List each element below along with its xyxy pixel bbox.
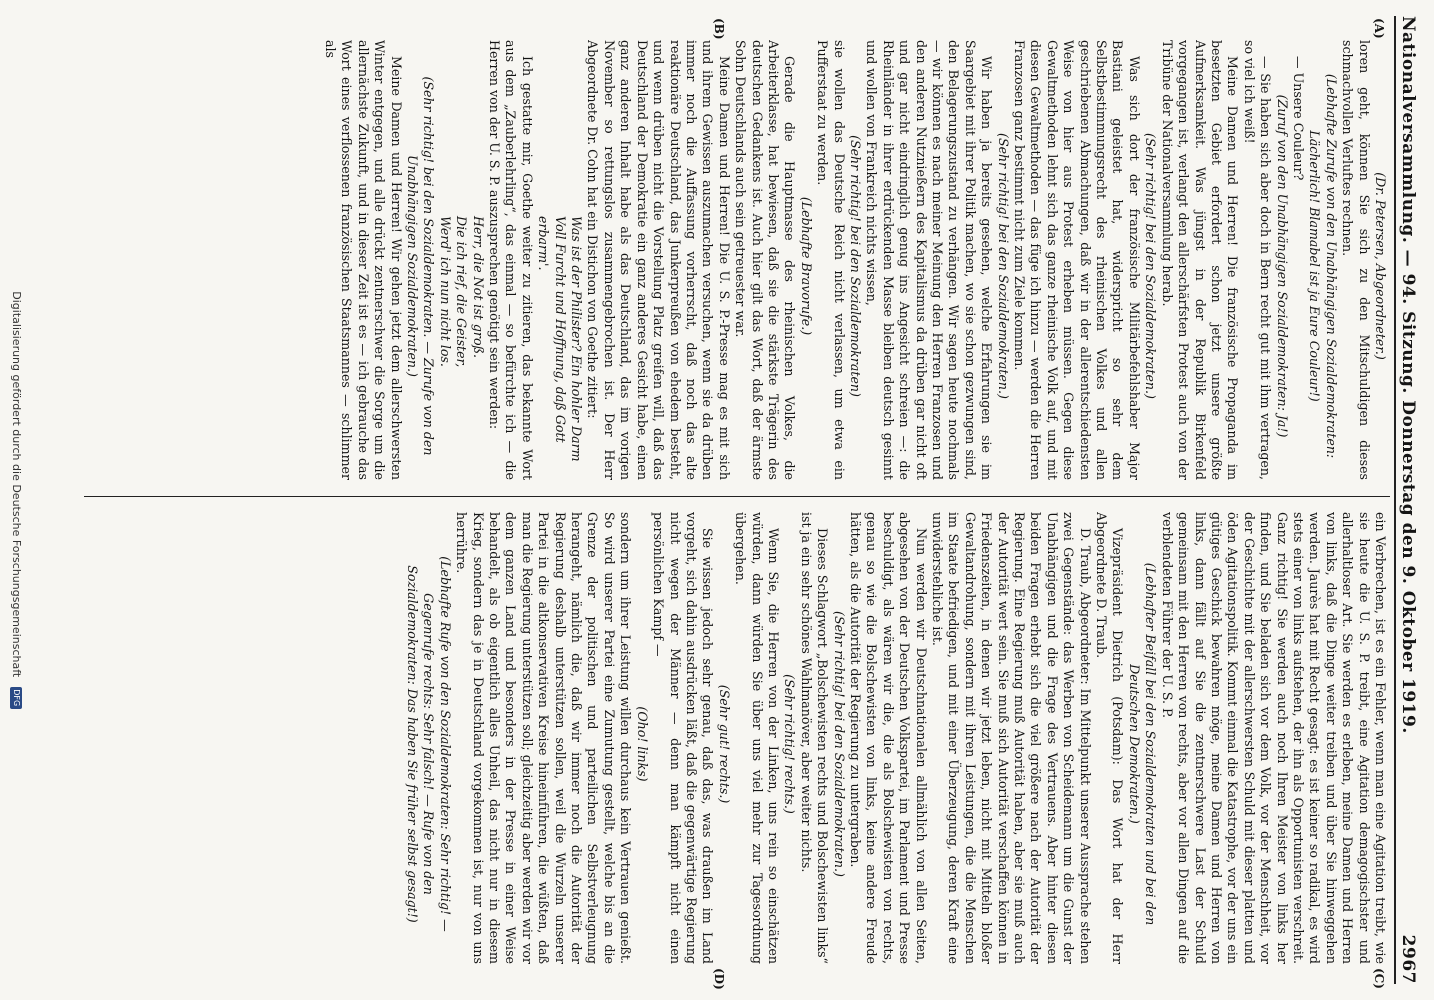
column-divider [84, 496, 1390, 497]
interjection: (Lebhafte Bravorufe.) [798, 196, 814, 336]
paragraph: Sie wissen jedoch sehr genau, daß das, was draußen im Land vorgeht, sich dahin ausdrücken läßt, daß die gegenwärtige Regierung nicht wegen der Männer — denn man kämpft nicht einen persönlichen Kampf — [651, 512, 716, 964]
paragraph: sondern um ihrer Leistung willen durchaus kein Vertrauen genießt. So wird unserer Partei eine Zumutung gestellt, welche bis an die Grenze der politischen und parteilichen Selbstverleugnung herangeht, nämlich die, daß wir immer noch die Autorität der Regierung deshalb unterstützen sollen, weil die Wurzeln unserer Partei in die altkonservativen Kreise hineinführen, die wüßten, daß man die Regierung unterstützen soll; gleichzeitig aber werden wir vor dem ganzen Land und besonders in der Presse in einer Weise behandelt, als ob eigentlich alles Unheil, das nicht nur in diesem Krieg, sondern das je in Deutschland vorgekommen ist, nur von uns herrühre. [454, 512, 634, 964]
margin-mark-d: (D) [712, 968, 726, 990]
dfg-logo: DFG [10, 687, 22, 709]
verse-line: Die ich rief, die Geister, [454, 216, 470, 368]
paragraph: loren geht, können Sie sich zu den Mitschuldigen dieses schmachvollen Verluftes rechnen. [1340, 40, 1372, 480]
quote-verse [436, 40, 485, 480]
paragraph: Wir haben ja bereits gesehen, welche Erfahrungen sie im Saargebiet mit ihrer Politik machen, wo sie schon gezwungen sind, den Belagerungszustand zu verhängen. Wir sagen heute nochmals — wir können es nach meiner Meinung den Herren Franzosen und den anderen Nutznießern des Kapitalismus da drüben gar nicht oft und gar nicht eindringlich genug ins Angesicht schreien —: die Rheinländer in ihrer erdrückenden Masse bleiben deutsch gesinnt und wollen von Frankreich nichts wissen, [864, 40, 995, 480]
interjection: (Sehr richtig! bei den Sozialdemokraten.) [831, 611, 847, 877]
verse-line: Herr, die Not ist groß. [470, 216, 486, 358]
paragraph: Meine Damen und Herren! Die französische Propaganda im besetzten Gebiet erfordert schon jetzt unsere größte Aufmerksamkeit. Was jüngst in der Republik Birkenfeld vorgegangen ist, verlangt den allerschärfsten Protest auch von der Tribüne der Nationalversammlung herab. [1159, 40, 1241, 480]
paragraph: Meine Damen und Herren! Die U. S. P.-Presse mag es mit sich und ihrem Gewissen auszumachen versuchen, wenn sie da drüben immer noch die Auffassung vorherrscht, daß noch das alte reaktionäre Deutschland, das Junkerpreußen von ehedem besteht, und wenn drüben nicht die Vorstellung Platz greifen will, daß das Deutschland der Demokratie ein ganz anderes Gesicht habe, einen ganz anderen Inhalt habe als das Deutschland, das im vorigen November so rettungslos zusammengebrochen ist. Der Herr Abgeordnete Dr. Cohn hat ein Distichon von Goethe zitiert: [585, 40, 732, 480]
header-rule [1394, 16, 1396, 984]
paragraph: — Unsere Couleur? [1290, 56, 1306, 181]
margin-mark-b: (B) [712, 18, 726, 40]
interjection: (Lebhafte Rufe von den Sozialdemokraten: Sehr richtig! — Gegenrufe rechts: Sehr falsch! — Rufe von den Sozialdemokraten: Das haben Sie früher selbst gesagt!) [405, 556, 453, 932]
interjection: (Lebhafte Zurufe von den Unabhängigen Sozialdemokraten: Lächerlich! Blamabel ist ja Eure Couleur!) [1307, 73, 1339, 459]
interjection: (Sehr richtig! bei den Sozialdemokraten.) [995, 133, 1011, 399]
interjection: (Zuruf von den Unabhängigen Sozialdemokraten: Ja!) [1274, 94, 1290, 438]
paragraph: Dieses Schlagwort „Bolschewisten rechts und Bolschewisten links“ ist ja ein sehr schönes Wahlmanöver, aber weiter nichts. [798, 512, 831, 964]
interjection: (Sehr richtig! rechts.) [782, 674, 798, 814]
interjection: (Sehr richtig! bei den Sozialdemokraten. — Zurufe von den Unabhängigen Sozialdemokraten.) [405, 76, 437, 456]
paragraph: D. Traub, Abgeordneter: Im Mittelpunkt unserer Aussprache stehen zwei Gegenstände: das Werben von Scheidemann um die Gunst der Unabhängigen und die Frage des Vertrauens. Aber hinter diesen beiden Fragen erhebt sich die viel größere nach der Autorität der Regierung. Eine Regierung muß Autorität haben, aber sie muß auch der Autorität wert sein. Sie muß sich Autorität verschaffen können in Friedenszeiten, in denen wir jetzt leben, nicht mit Mitteln bloßer Gewaltandrohung, sondern mit ihren Leistungen, die die Menschen im Staate befriedigen, und mit einer Überzeugung, deren Kraft eine unwiderstehliche ist. [930, 512, 1093, 964]
interjection: (Lebhafter Beifall bei den Sozialdemokraten und bei den Deutschen Demokraten.) [1126, 562, 1159, 926]
left-column [90, 40, 1388, 480]
paragraph: — Sie haben sich aber doch in Bern recht gut mit ihm vertragen, so viel ich weiß! [1241, 40, 1274, 480]
interjection: (Oho! links) [634, 706, 650, 782]
margin-mark-c: (C) [1372, 968, 1386, 989]
right-column [90, 512, 1388, 964]
digitization-note [10, 0, 23, 1000]
paragraph: Ich gestatte mir, Goethe weiter zu zitieren, das bekannte Wort aus dem „Zauberlehrling“, das einmal — so befürchte ich — die Herren von der U. S. P. auszusprechen genötigt sein werden: [487, 40, 535, 480]
page-header [1398, 16, 1428, 984]
paragraph: ein Verbrechen, ist es ein Fehler, wenn man eine Agitation treibt, wie sie heute die U. S. P. treibt, eine Agitation demagogischster und allerhaltloser Art. Sie werden es erleben, meine Damen und Herren von links, daß die Dinge weiter treiben und über Sie hinweggehen werden. Jaurès hat mit Recht gesagt: es ist keiner so radikal, es wird stets einer von links aufstehen, der ihn als Opportunisten verschreit. Ganz richtig! Sie werden auch noch Ihren Meister von links her finden, und Sie beladen sich vor dem Volk, vor der Menschheit, vor der Geschichte mit der allerschwersten Schuld mit dieser platten und öden Agitationspolitik. Kommt einmal die Katastrophe, vor der uns ein gütiges Geschick bewahren möge, meine Damen und Herren von links, dann fällt auf Sie die zentnerschwere Last der Schuld gemeinsam mit den Herren von rechts, aber vor allen Dingen auf die verblendeten Führer der U. S. P. [1159, 512, 1388, 964]
paragraph: Wenn Sie, die Herren von der Linken, uns rein so einschätzen würden, dann würden Sie über uns viel mehr zur Tagesordnung übergehen. [733, 512, 781, 964]
paragraph: Was sich dort der französische Militärbefehlshaber Major Bastiani geleistet hat, widerspricht so sehr dem Selbstbestimmungsrecht des rheinischen Volkes und allen geschriebenen Abmachungen, daß wir in der allerentschiedensten Weise von hier aus Protest erheben müssen. Gegen diese Gewaltmethoden lehnt sich das ganze rheinische Volk auf, und mit diesen Gewaltmethoden — das füge ich hinzu — werden die Herren Franzosen ganz bestimmt nicht zum Ziele kommen. [1012, 40, 1142, 480]
paragraph: Meine Damen und Herren! Wir gehen jetzt dem allerschwersten Winter entgegen, und alle drückt zentnerschwer die Sorge um die allernächste Zukunft, und in dieser Zeit ist es — ich gebrauche das Wort eines verflossenen französischen Staatsmannes — schlimmer als [323, 40, 404, 480]
interjection: (Sehr richtig! bei den Sozialdemokraten) [848, 135, 863, 397]
margin-mark-a: (A) [1372, 18, 1386, 39]
paragraph: sie wollen das Deutsche Reich nicht verlassen, um etwa ein Pufferstaat zu werden. [815, 40, 847, 480]
paragraph: Vizepräsident Dietrich (Potsdam): Das Wort hat der Herr Abgeordnete D. Traub. [1094, 512, 1126, 964]
quote-verse [535, 40, 584, 480]
verse-line: Was ist der Philister? Ein hohler Darm [569, 216, 585, 462]
interjection: (Sehr gut! rechts.) [716, 684, 732, 804]
footer-text: Digitalisierung gefördert durch die Deutsche Forschungsgemeinschaft [10, 291, 23, 678]
running-title: Nationalversammlung. — 94. Sitzung. Donnerstag den 9. Oktober 1919. [1398, 16, 1418, 734]
paragraph: Gerade die Hauptmasse des rheinischen Volkes, die Arbeiterklasse, hat bewiesen, daß sie die stärkste Trägerin des deutschen Gedankens ist. Auch hier gilt das Wort, daß der ärmste Sohn Deutschlands auch sein getreuester war. [733, 40, 798, 480]
interjection: (Sehr richtig! bei den Sozialdemokraten.) [1143, 133, 1159, 399]
verse-line: Voll Furcht und Hoffnung, daß Gott erbarm'. [536, 216, 568, 443]
verse-line: Werd' ich nun nicht los. [437, 216, 453, 367]
page-number: 2967 [1398, 934, 1418, 984]
paragraph: Nun werden wir Deutschnationalen allmählich von allen Seiten, abgesehen von der Deutschen Volkspartei, im Parlament und Presse beschuldigt, als wären wir die, die als Bolschewisten von rechts, genau so wie die Bolschewisten von links, keine andere Freude hätten, als die Autorität der Regierung zu untergraben. [848, 512, 929, 964]
paragraph: (Dr. Petersen, Abgeordneter.) [1373, 172, 1388, 360]
